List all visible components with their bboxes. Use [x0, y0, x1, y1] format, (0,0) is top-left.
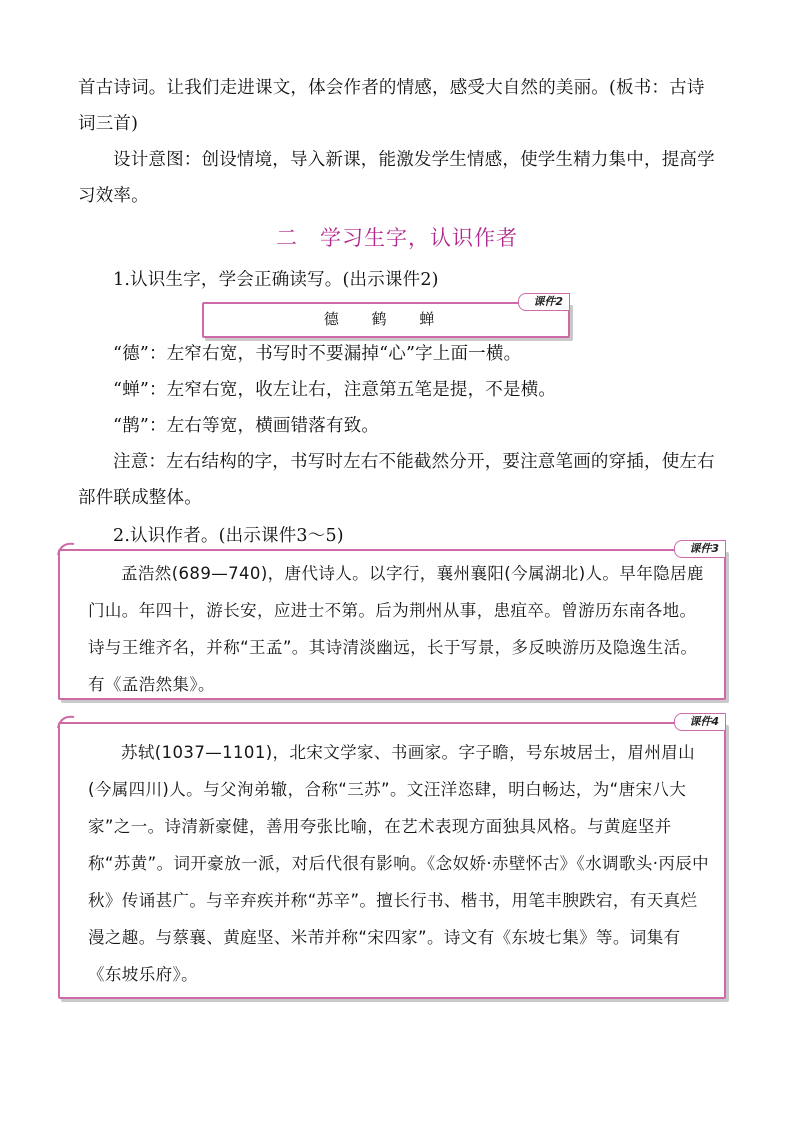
attention-paragraph: 注意：左右结构的字，书写时左右不能截然分开，要注意笔画的穿插，使左右部件联成整体。	[78, 452, 715, 508]
section-heading: 二 学习生字，认识作者	[276, 226, 518, 250]
courseware4-box	[58, 715, 726, 999]
courseware3-text: 孟浩然(689—740)，唐代诗人。以字行，襄州襄阳(今属湖北)人。早年隐居鹿门山。年四十，游长安，应进士不第。后为荆州从事，患疽卒。曾游历东南各地。诗与王维齐名，并称“王孟”。其诗清淡幽远，长于写景，多反映游历及隐逸生活。有《孟浩然集》。	[88, 564, 704, 694]
note-de: “德”：左窄右宽，书写时不要漏掉“心”字上面一横。	[113, 344, 522, 364]
design-intent-paragraph: 设计意图：创设情境，导入新课，能激发学生情感，使学生精力集中，提高学习效率。	[78, 150, 715, 206]
courseware4-text: 苏轼(1037—1101)，北宋文学家、书画家。字子瞻，号东坡居士，眉州眉山(今属四川)人。与父洵弟辙，合称“三苏”。文汪洋恣肆，明白畅达，为“唐宋八大家”之一。诗清新豪健，善用夸张比喻，在艺术表现方面独具风格。与黄庭坚并称“苏黄”。词开豪放一派，对后代很有影响。《念奴娇·赤壁怀古》《水调歌头·丙辰中秋》传诵甚广。与辛弃疾并称“苏辛”。擅长行书、楷书，用笔丰腴跌宕，有天真烂漫之趣。与蔡襄、黄庭坚、米芾并称“宋四家”。诗文有《东坡七集》等。词集有《东坡乐府》。	[88, 743, 710, 984]
note-chan: “蝉”：左窄右宽，收左让右，注意第五笔是提，不是横。	[113, 380, 557, 400]
courseware-corner-icon	[57, 540, 75, 556]
intro-paragraph: 首古诗词。让我们走进课文，体会作者的情感，感受大自然的美丽。(板书：古诗词三首)	[78, 78, 705, 134]
step2-title: 2.认识作者。(出示课件3～5)	[113, 526, 344, 546]
courseware4-tag: 课件4	[674, 713, 726, 731]
new-characters: 德 鹤 蝉	[323, 310, 449, 328]
note-que: “鹊”：左右等宽，横画错落有致。	[113, 416, 380, 436]
step1-title: 1.认识生字，学会正确读写。(出示课件2)	[113, 270, 439, 290]
courseware-corner-icon	[57, 713, 75, 729]
courseware3-tag: 课件3	[674, 540, 726, 558]
courseware2-tag: 课件2	[518, 293, 570, 311]
courseware3-box	[58, 542, 726, 700]
courseware2-box	[202, 295, 570, 338]
